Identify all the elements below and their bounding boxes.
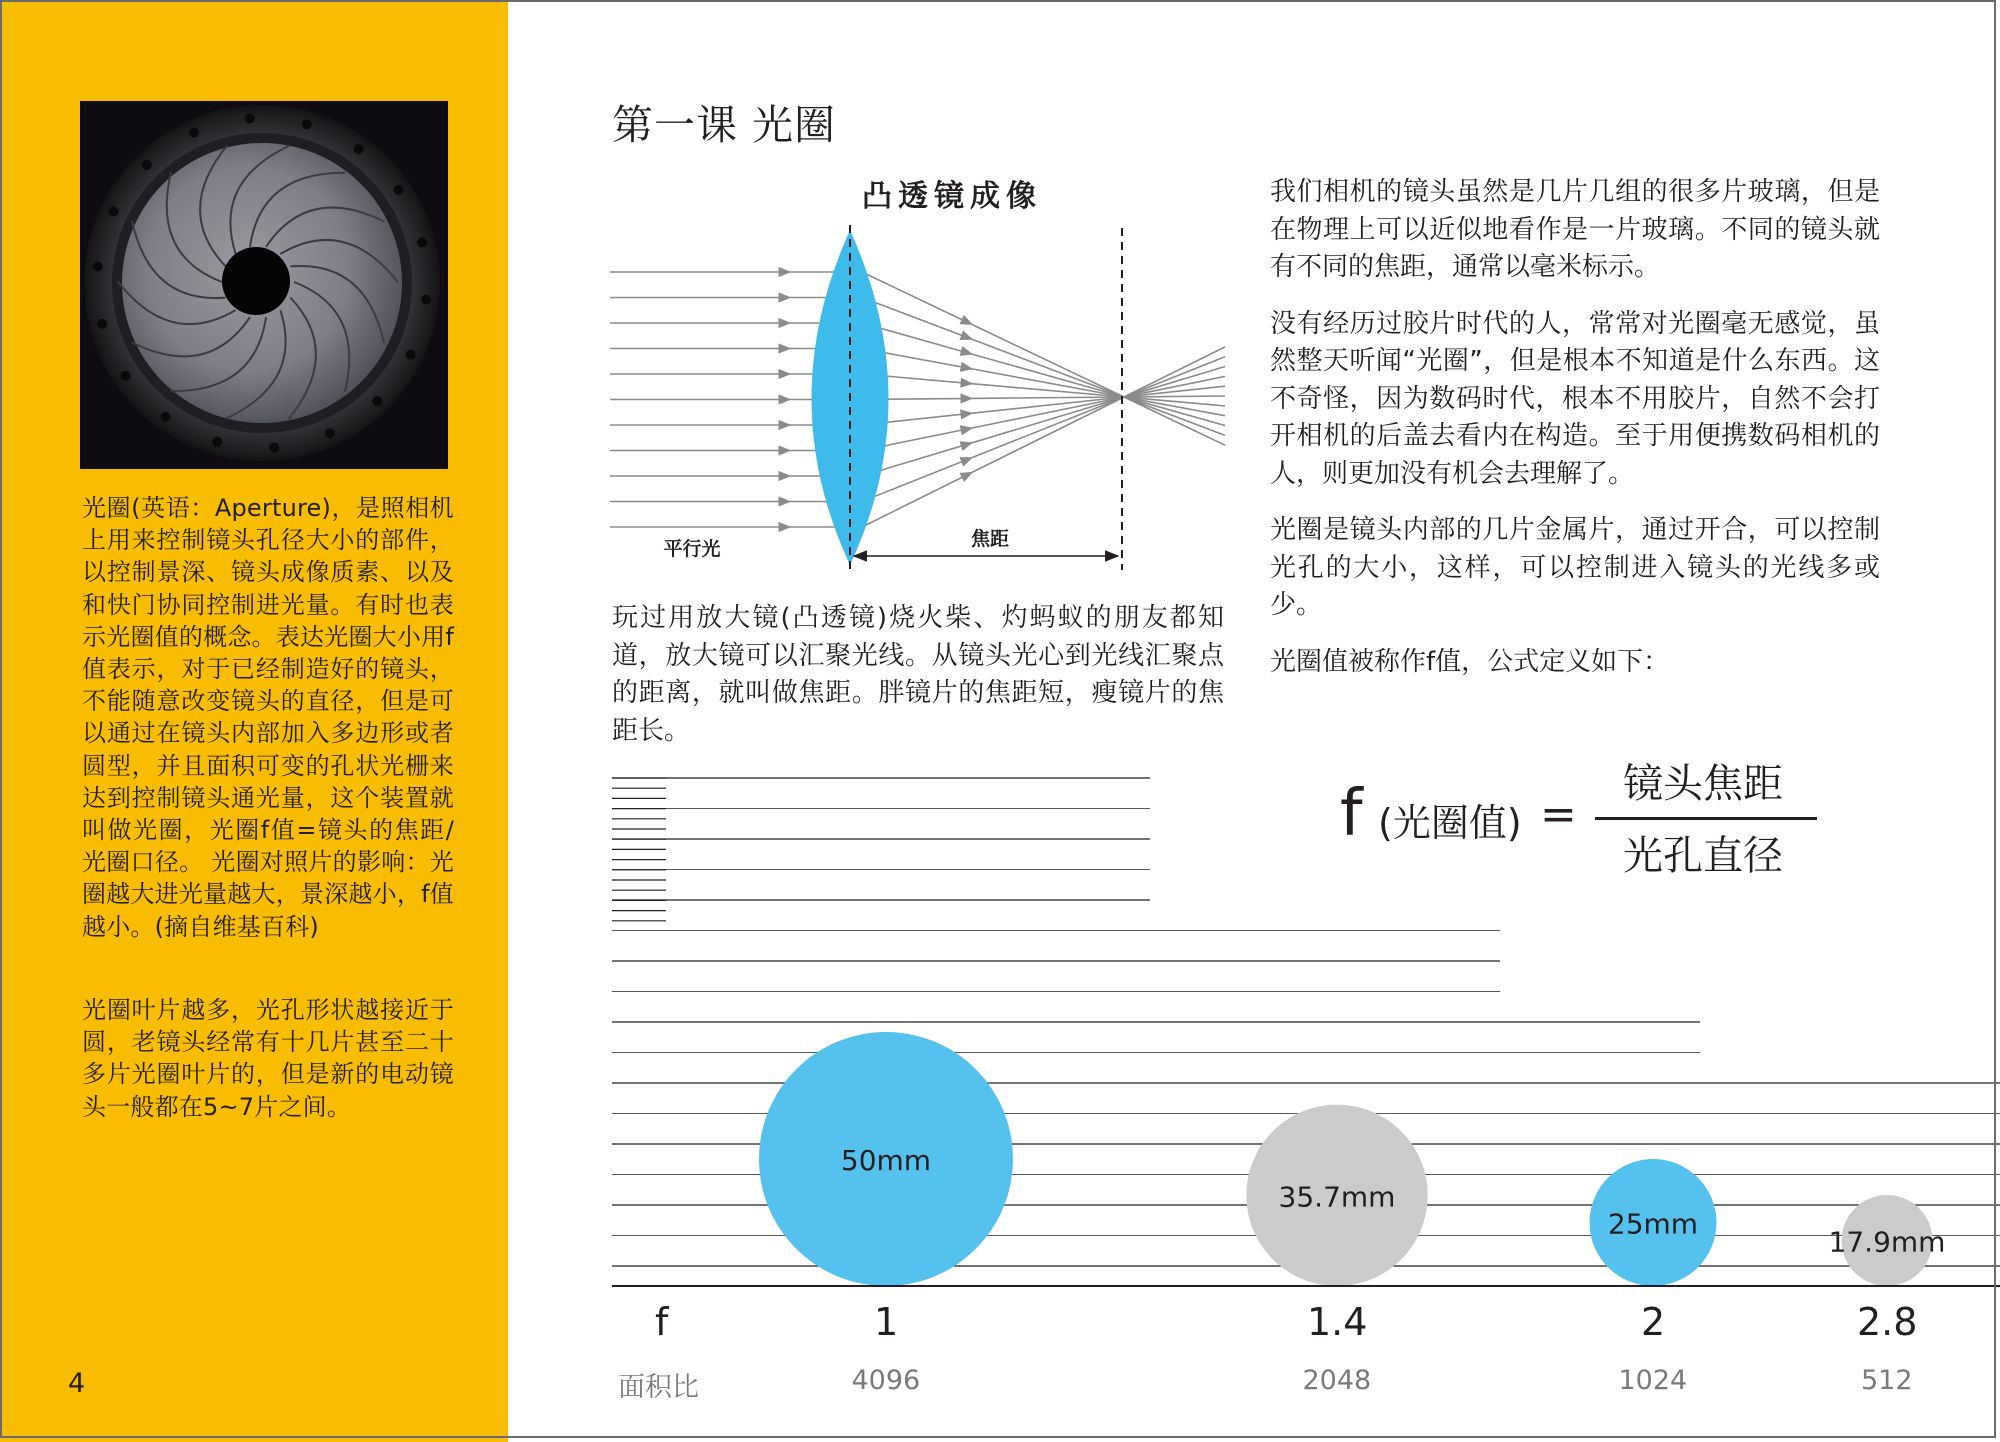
refracted-ray-segment [972,397,1124,458]
paragraph-f-value: 光圈值被称作f值，公式定义如下： [1270,646,1670,677]
focal-length-label: 焦距 [970,528,1010,550]
area-ratio-label: 1024 [1618,1365,1688,1396]
paragraph-lens-glass: 我们相机的镜头虽然是几片几组的很多片玻璃，但是在物理上可以近似地看作是一片玻璃。不同的镜头就有不同的焦距，通常以毫米标示。 [1270,177,1880,282]
paragraph-film-era: 没有经历过胶片时代的人，常常对光圈毫无感觉，虽然整天听闻“光圈”，但是根本不知道是什么东西。这不奇怪，因为数码时代，根本不用胶片，自然不会打开相机的后盖去看内在构造。至于用便携数码相机的人，则更加没有机会去理解了。 [1270,308,1880,489]
diameter-label: 50mm [840,1144,932,1177]
ring-screw [97,319,107,329]
aperture-circles-chart [600,760,2000,1300]
f-row-heading: f [655,1300,669,1344]
refracted-ray-segment [972,397,1124,472]
diverging-ray [1124,376,1225,397]
f-value-label: 2.8 [1857,1300,1918,1344]
refracted-ray-segment [972,397,1124,413]
left-paragraph [612,600,1224,769]
ring-screw [212,437,222,447]
formula-label: (光圈值) [1378,801,1522,845]
right-column [1270,174,1880,700]
paragraph-aperture-blades: 光圈是镜头内部的几片金属片，通过开合，可以控制光孔的大小，这样，可以控制进入镜头的光线多或少。 [1270,515,1880,620]
f-value-label: 1 [874,1300,899,1344]
convex-lens-diagram [600,170,1230,580]
formula-numerator: 镜头焦距 [1623,761,1783,807]
refracted-ray-segment [972,397,1124,428]
ring-screw [393,185,403,195]
aperture-icon [80,101,448,469]
area-ratio-label: 4096 [851,1365,921,1396]
ring-screw [353,144,363,154]
area-row-heading: 面积比 [618,1372,699,1403]
page-number: 4 [68,1368,86,1399]
ring-screw [372,396,382,406]
ring-screw [417,237,427,247]
lens-paragraph: 玩过用放大镜(凸透镜)烧火柴、灼蚂蚁的朋友都知道，放大镜可以汇聚光线。从镜头光心到光线汇聚点的距离，就叫做焦距。胖镜片的焦距短，瘦镜片的焦距长。 [612,603,1224,746]
sidebar [0,0,508,1442]
sidebar-paragraph-1: 光圈(英语：Aperture)，是照相机上用来控制镜头孔径大小的部件，以控制景深、镜头成像质素、以及和快门协同控制进光量。有时也表示光圈值的概念。表达光圈大小用f值表示，对于已经制造好的镜头，不能随意改变镜头的直径，但是可以通过在镜头内部加入多边形或者圆型，并且面积可变的孔状光栅来达到控制镜头通光量，这个装置就叫做光圈，光圈f值=镜头的焦距/光圈口径。 光圈对照片的影响：光圈越大进光量越大，景深越小，f值越小。(摘自维基百科) [82,494,454,941]
diverging-ray [1124,397,1225,435]
aperture-circles [759,1032,1945,1286]
sidebar-paragraph-2: 光圈叶片越多，光孔形状越接近于圆，老镜头经常有十几片甚至二十多片光圈叶片的，但是新的电动镜头一般都在5~7片之间。 [82,996,454,1121]
light-rays [610,272,1225,527]
page-title: 第一课 光圈 [612,101,837,149]
aperture-blades-photo [80,101,448,469]
f-value-label: 2 [1641,1300,1666,1344]
ring-screw [325,428,335,438]
refracted-ray-segment [972,397,1124,443]
diagram-title: 凸透镜成像 [862,179,1042,214]
ring-screw [421,295,431,305]
ring-screw [245,114,255,124]
refracted-ray-segment [972,339,1124,397]
ring-screw [161,412,171,422]
diameter-label: 35.7mm [1278,1180,1396,1214]
parallel-light-label: 平行光 [663,538,721,560]
refracted-ray-segment [972,369,1124,397]
ring-screw [406,350,416,360]
area-ratio-label: 512 [1861,1365,1913,1396]
formula-f: f [1340,777,1363,851]
ring-screw [93,262,103,272]
f-value-label: 1.4 [1307,1300,1368,1344]
diameter-label: 25mm [1607,1207,1699,1241]
refracted-ray-segment [972,397,1124,398]
ring-screw [108,206,118,216]
ring-screw [302,119,312,129]
ring-screw [121,371,131,381]
diverging-ray [1124,397,1225,416]
diameter-label: 17.9mm [1828,1225,1946,1259]
ring-screw [142,160,152,170]
area-ratio-label: 2048 [1302,1365,1372,1396]
formula-denominator: 光孔直径 [1623,833,1783,879]
diverging-ray [1124,347,1225,397]
ring-screw [189,128,199,138]
formula-equals: = [1540,789,1577,840]
ring-screw [269,443,279,453]
